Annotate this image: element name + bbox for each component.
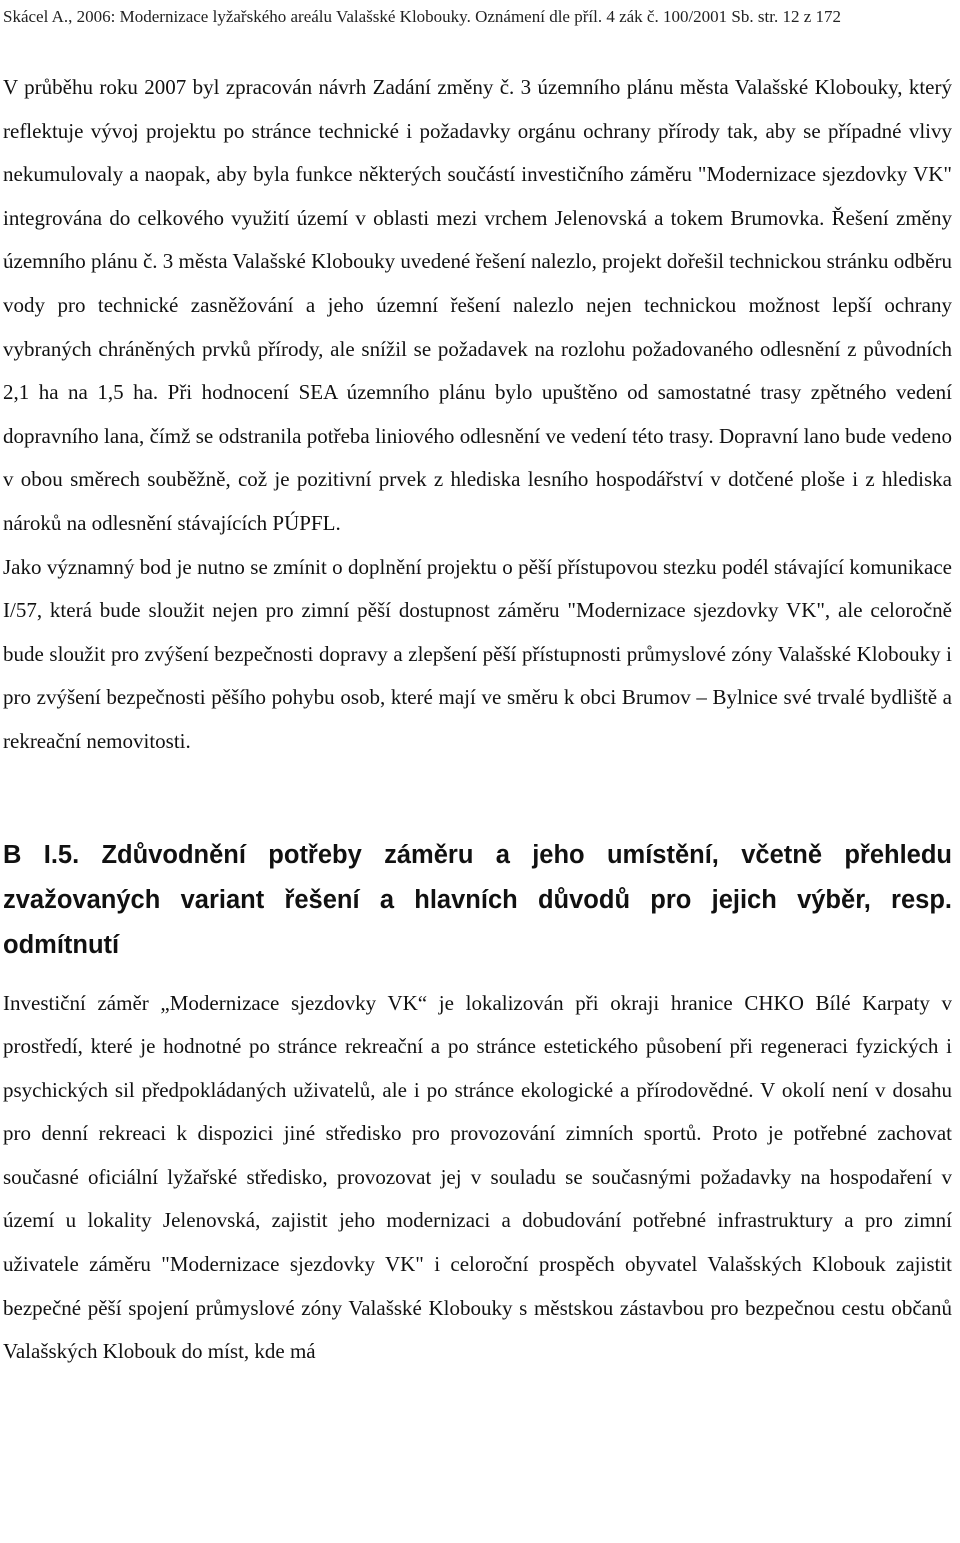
paragraph-pesi-stezka: Jako významný bod je nutno se zmínit o doplnění projektu o pěší přístupovou stezku podél stávající komunikace I/57, která bude sloužit nejen pro zimní pěší dostupnost záměru "Modernizace sjezdovky VK", ale celoročně bude sloužit pro zvýšení bezpečnosti dopravy a zlepšení pěší přístupnosti průmyslové zóny Valašské Klobouky i pro zvýšení bezpečnosti pěšího pohybu osob, které mají ve směru k obci Brumov – Bylnice své trvalé bydliště a rekreační nemovitosti. — [3, 554, 952, 753]
running-head: Skácel A., 2006: Modernizace lyžařského areálu Valašské Klobouky. Oznámení dle příl. 4 zák č. 100/2001 Sb. str. 12 z 172 — [3, 7, 841, 26]
section-heading: B I.5. Zdůvodnění potřeby záměru a jeho umístění, včetně přehledu zvažovaných variant řešení a hlavních důvodů pro jejich výběr, resp. odmítnutí — [3, 840, 952, 959]
paragraph-zadani-zmeny: V průběhu roku 2007 byl zpracován návrh Zadání změny č. 3 územního plánu města Valašské Klobouky, který reflektuje vývoj projektu po stránce technické i požadavky orgánu ochrany přírody tak, aby se případné vlivy nekumulovaly a naopak, aby byla funkce některých součástí investičního záměru "Modernizace sjezdovky VK" integrována do celkového využití území v oblasti mezi vrchem Jelenovská a tokem Brumovka. Řešení změny územního plánu č. 3 města Valašské Klobouky uvedené řešení nalezlo, projekt dořešil technickou stránku odběru vody pro technické zasněžování a jeho územní řešení nalezlo nejen technickou možnost lepší ochrany vybraných chráněných prvků přírody, ale snížil se požadavek na rozlohu požadovaného odlesnění z původních 2,1 ha na 1,5 ha. Při hodnocení SEA územního plánu bylo upuštěno od samostatné trasy zpětného vedení dopravního lana, čímž se odstranila potřeba liniového odlesnění ve vedení této trasy. Dopravní lano bude vedeno v obou směrech souběžně, což je pozitivní prvek z hlediska lesního hospodářství v dotčené ploše i z hlediska nároků na odlesnění stávajících PÚPFL. — [3, 75, 953, 535]
paragraph-investicni-zamer: Investiční záměr „Modernizace sjezdovky VK“ je lokalizován při okraji hranice CHKO Bílé Karpaty v prostředí, které je hodnotné po stránce rekreační a po stránce estetického působení při regeneraci fyzických i psychických sil předpokládaných uživatelů, ale i po stránce ekologické a přírodovědné. V okolí není v dosahu pro denní rekreaci k dispozici jiné středisko pro provozování zimních sportů. Proto je potřebné zachovat současné oficiální lyžařské středisko, provozovat jej v souladu se současnými požadavky na hospodaření v území u lokality Jelenovská, zajistit jeho modernizaci a dobudování potřebné infrastruktury a pro zimní uživatele záměru "Modernizace sjezdovky VK" i celoroční prospěch obyvatel Valašských Klobouk zajistit bezpečné pěší spojení průmyslové zóny Valašské Klobouky s městskou zástavbou pro bezpečnou cestu občanů Valašských Klobouk do míst, kde má — [3, 990, 952, 1364]
